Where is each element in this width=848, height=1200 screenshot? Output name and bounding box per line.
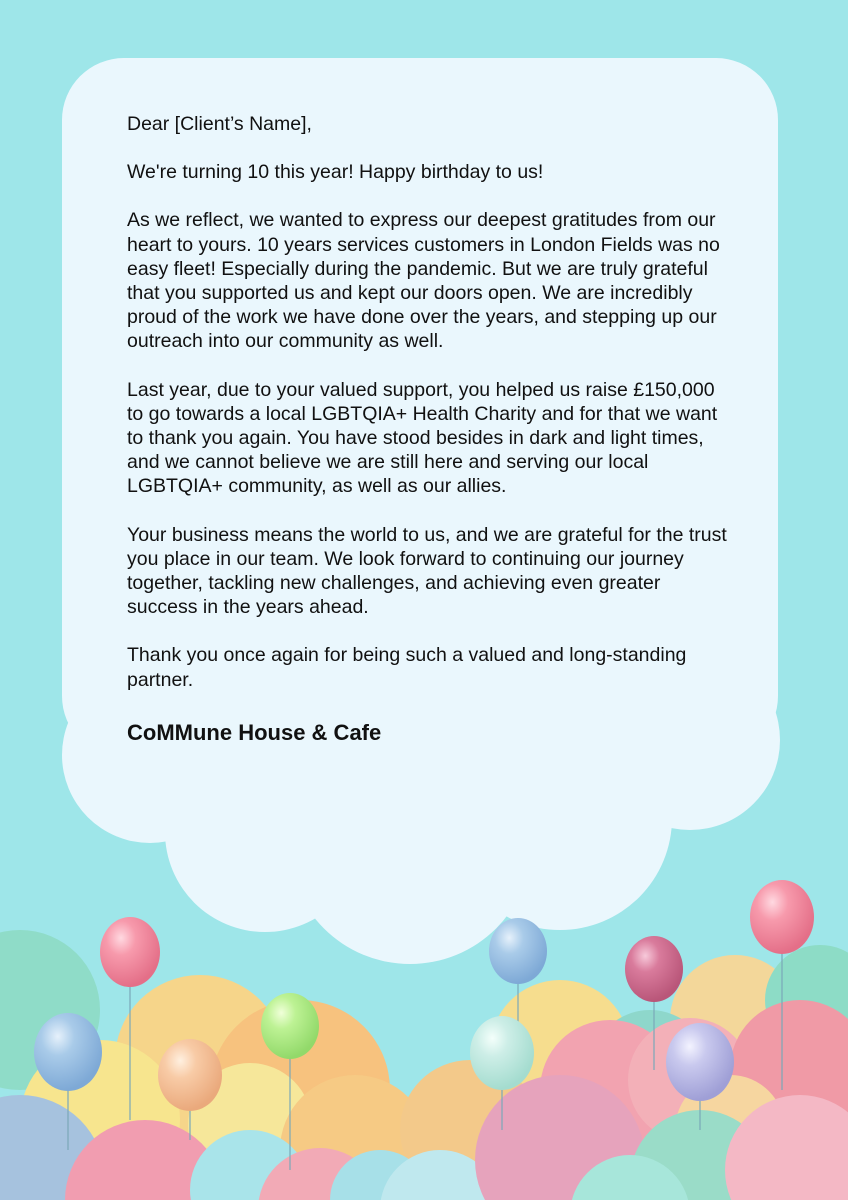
paragraph-thanks: Thank you once again for being such a valued and long-standing partner.: [127, 644, 687, 691]
letter-body: [127, 112, 727, 770]
salutation: Dear [Client’s Name],: [127, 113, 312, 135]
paragraph-birthday: We're turning 10 this year! Happy birthday to us!: [127, 161, 544, 184]
paragraph-business: Your business means the world to us, and we are grateful for the trust you place in our team. We look forward to continuing our journey together, tackling new challenges, and achieving even greater success in the years ahead.: [127, 523, 727, 619]
signature: CoMMune House & Cafe: [127, 719, 382, 745]
paragraph-charity: Last year, due to your valued support, you helped us raise £150,000 to go towards a local LGBTQIA+ Health Charity and for that we want to thank you again. You have stood besides in dark and light times, and we cannot believe we are still here and serving our local LGBTQIA+ community, as well as our allies.: [127, 378, 718, 498]
paragraph-gratitude: As we reflect, we wanted to express our deepest gratitudes from our heart to yours. 10 years services customers in London Fields was no easy fleet! Especially during the pandemic. But we are truly grateful that you supported us and kept our doors open. We are incredibly proud of the work we have done over the years, and stepping up our outreach into our community as well.: [127, 209, 720, 353]
